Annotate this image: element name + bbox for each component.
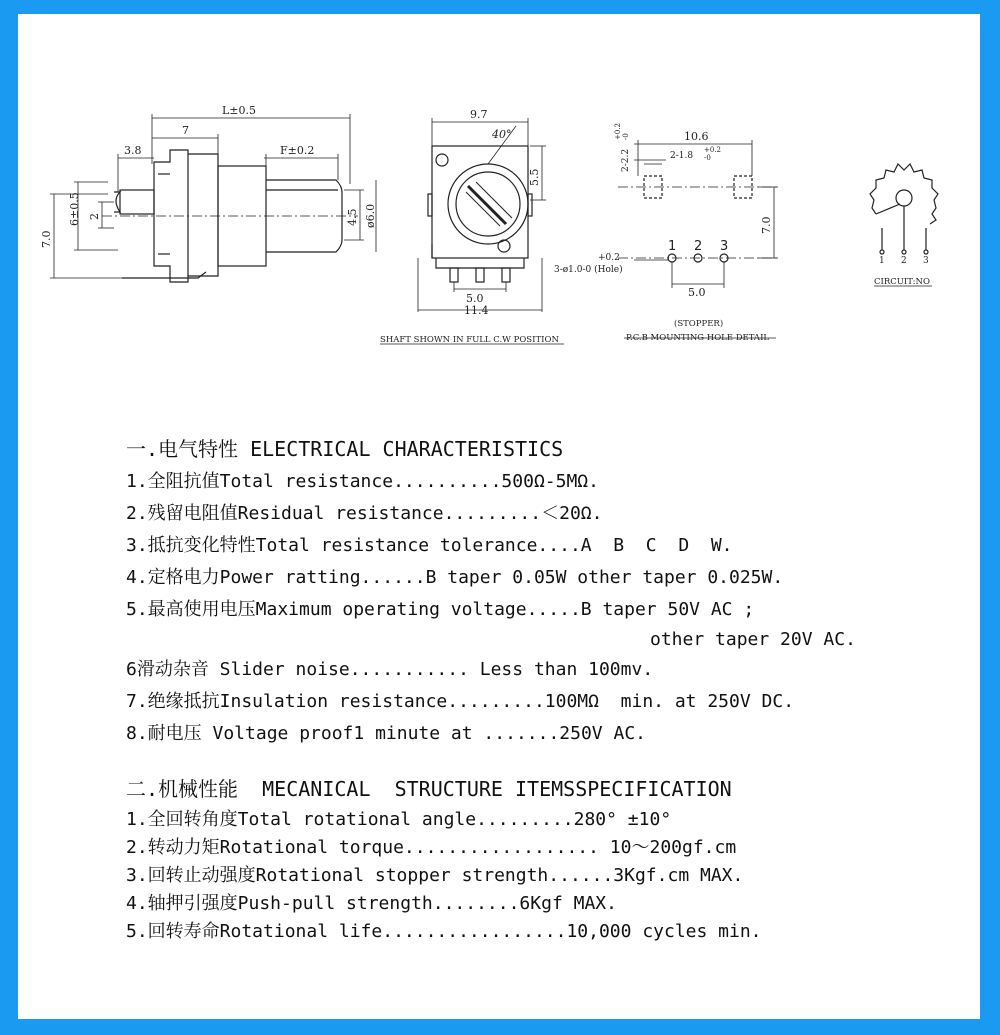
dim-6: 6±0.5 xyxy=(68,192,81,226)
pcb-pin-1: 1 xyxy=(668,239,677,254)
side-view xyxy=(102,150,358,282)
electrical-item: 5.最高使用电压Maximum operating voltage.....B taper 50V AC ; xyxy=(126,599,755,620)
electrical-item: 7.绝缘抵抗Insulation resistance.........100MΩ min. at 250V DC. xyxy=(126,691,795,712)
dim-2-1-8-tol2: -0 xyxy=(704,154,711,162)
dim-dia6: ø6.0 xyxy=(364,203,377,228)
dim-7-0-side: 7.0 xyxy=(40,230,53,248)
dim-2: 2 xyxy=(88,213,101,220)
circuit-pin-2: 2 xyxy=(901,256,907,266)
dim-2-2-tol: +0.2 xyxy=(614,123,622,140)
circuit-caption: CIRCUIT:NO xyxy=(874,277,930,287)
dim-length: L±0.5 xyxy=(222,104,257,117)
pcb-pin-3: 3 xyxy=(720,239,729,254)
dim-9-7: 9.7 xyxy=(470,108,488,121)
electrical-item: 2.残留电阻值Residual resistance.........＜20Ω. xyxy=(126,503,603,524)
circuit-pin-3: 3 xyxy=(923,256,929,266)
front-caption: SHAFT SHOWN IN FULL C.W POSITION xyxy=(380,335,559,345)
technical-drawing xyxy=(18,14,980,374)
electrical-item: 6滑动杂音 Slider noise........... Less than 100mv. xyxy=(126,659,654,680)
mechanical-item: 5.回转寿命Rotational life.................10,000 cycles min. xyxy=(126,921,762,942)
pcb-caption: P.C.B MOUNTING HOLE DETAIL xyxy=(626,333,770,343)
mechanical-item: 1.全回转角度Total rotational angle.........280° ±10° xyxy=(126,809,672,830)
dim-10-6: 10.6 xyxy=(684,130,709,143)
datasheet-page xyxy=(18,14,980,1019)
electrical-item: 1.全阻抗值Total resistance..........500Ω-5MΩ. xyxy=(126,471,599,492)
mechanical-heading: 二.机械性能 MECANICAL STRUCTURE ITEMSSPECIFICATION xyxy=(126,777,732,801)
dim-2-1-8: 2-1.8 xyxy=(670,151,694,161)
hole-label: 3-ø1.0-0 (Hole) xyxy=(554,265,623,275)
dim-11-4: 11.4 xyxy=(464,304,489,317)
dim-2-1-8-tol: +0.2 xyxy=(704,146,721,154)
electrical-item: 8.耐电压 Voltage proof1 minute at .......250V AC. xyxy=(126,723,646,744)
dim-7-0-pcb: 7.0 xyxy=(760,216,773,234)
dim-3-8: 3.8 xyxy=(124,144,142,157)
electrical-item: 3.抵抗变化特性Total resistance tolerance....A B C D W. xyxy=(126,535,733,556)
stopper-caption: (STOPPER) xyxy=(674,319,724,329)
electrical-heading: 一.电气特性 ELECTRICAL CHARACTERISTICS xyxy=(126,437,564,461)
circuit-symbol xyxy=(870,164,938,286)
mechanical-item: 2.转动力矩Rotational torque.................. 10～200gf.cm xyxy=(126,837,737,858)
dim-4-5: 4.5 xyxy=(346,208,359,226)
hole-tol: +0.2 xyxy=(598,253,620,263)
electrical-item: 4.定格电力Power ratting......B taper 0.05W other taper 0.025W. xyxy=(126,567,784,588)
front-view xyxy=(428,146,532,282)
dim-5-0-front: 5.0 xyxy=(466,292,484,305)
dim-5-0-pcb: 5.0 xyxy=(688,286,706,299)
circuit-pin-1: 1 xyxy=(879,256,885,266)
dim-5-5: 5.5 xyxy=(528,168,541,186)
mechanical-item: 3.回转止动强度Rotational stopper strength......3Kgf.cm MAX. xyxy=(126,865,744,886)
pcb-pin-2: 2 xyxy=(694,239,703,254)
electrical-item-continuation: other taper 20V AC. xyxy=(650,629,856,650)
mechanical-item: 4.轴押引强度Push-pull strength........6Kgf MAX. xyxy=(126,893,617,914)
dim-f: F±0.2 xyxy=(280,144,315,157)
dim-angle: 40° xyxy=(492,128,512,141)
dim-7: 7 xyxy=(182,124,189,137)
specifications xyxy=(126,432,966,946)
dim-2-2: 2-2.2 xyxy=(621,148,631,172)
dim-2-2-tol2: -0 xyxy=(622,133,630,140)
